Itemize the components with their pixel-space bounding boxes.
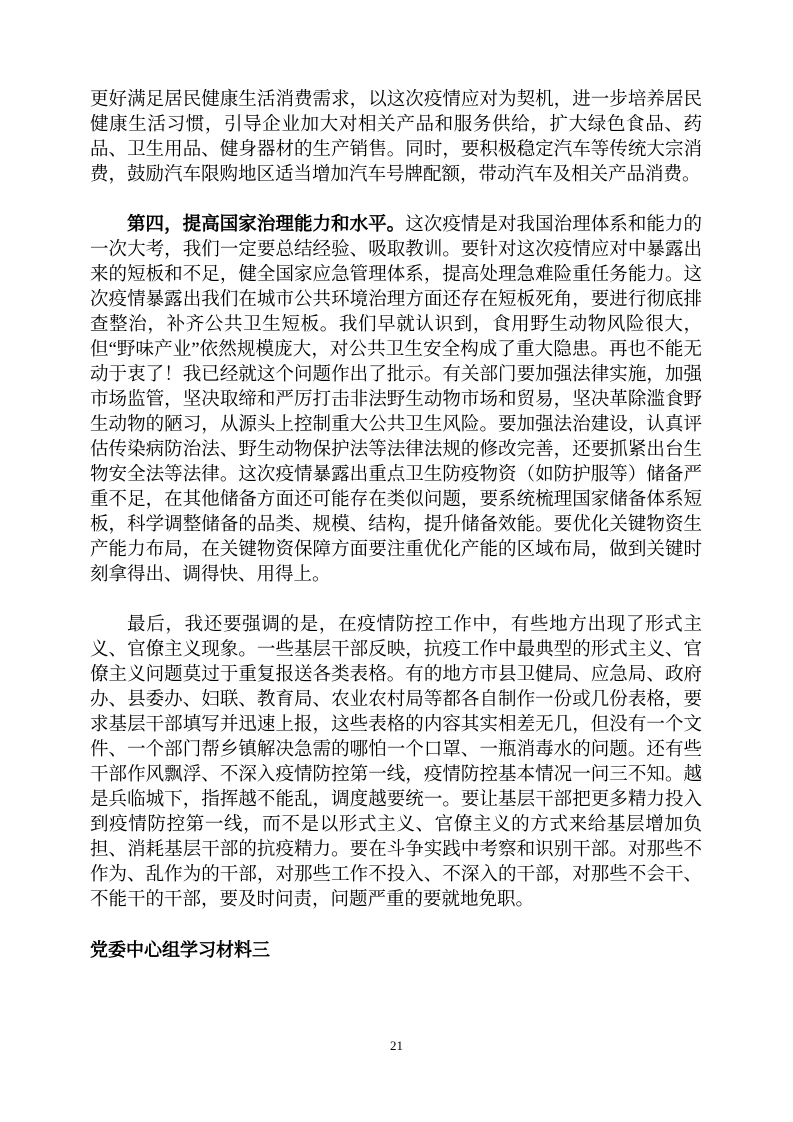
page-number: 21 [390,1038,403,1053]
paragraph-text: 更好满足居民健康生活消费需求，以这次疫情应对为契机，进一步培养居民健康生活习惯，引导企业加大对相关产品和服务供给，扩大绿色食品、药品、卫生用品、健身器材的生产销售。同时，要积极稳定汽车等传统大宗消费，鼓励汽车限购地区适当增加汽车号牌配额，带动汽车及相关产品消费。 [90,90,702,185]
section-heading: 党委中心组学习材料三 [90,940,270,960]
page-content [90,88,702,963]
paragraph-finally [90,613,702,913]
paragraph-point-four [90,213,702,588]
paragraph-text: 最后，我还要强调的是，在疫情防控工作中，有些地方出现了形式主义、官僚主义现象。一些基层干部反映，抗疫工作中最典型的形式主义、官僚主义问题莫过于重复报送各类表格。有的地方市县卫健局、应急局、政府办、县委办、妇联、教育局、农业农村局等都各自制作一份或几份表格，要求基层干部填写并迅速上报，这些表格的内容其实相差无几，但没有一个文件、一个部门帮乡镇解决急需的哪怕一个口罩、一瓶消毒水的问题。还有些干部作风飘浮、不深入疫情防控第一线，疫情防控基本情况一问三不知。越是兵临城下，指挥越不能乱，调度越要统一。要让基层干部把更多精力投入到疫情防控第一线，而不是以形式主义、官僚主义的方式来给基层增加负担、消耗基层干部的抗疫精力。要在斗争实践中考察和识别干部。对那些不作为、乱作为的干部，对那些工作不投入、不深入的干部，对那些不会干、不能干的干部，要及时问责，问题严重的要就地免职。 [90,615,702,910]
paragraph-lead-bold: 第四，提高国家治理能力和水平。 [127,215,406,235]
paragraph-continuation [90,88,702,188]
paragraph-text: 这次疫情是对我国治理体系和能力的一次大考，我们一定要总结经验、吸取教训。要针对这次疫情应对中暴露出来的短板和不足，健全国家应急管理体系，提高处理急难险重任务能力。这次疫情暴露出我们在城市公共环境治理方面还存在短板死角，要进行彻底排查整治，补齐公共卫生短板。我们早就认识到，食用野生动物风险很大，但“野味产业”依然规模庞大，对公共卫生安全构成了重大隐患。再也不能无动于衷了！我已经就这个问题作出了批示。有关部门要加强法律实施，加强市场监管，坚决取缔和严厉打击非法野生动物市场和贸易，坚决革除滥食野生动物的陋习，从源头上控制重大公共卫生风险。要加强法治建设，认真评估传染病防治法、野生动物保护法等法律法规的修改完善，还要抓紧出台生物安全法等法律。这次疫情暴露出重点卫生防疫物资（如防护服等）储备严重不足，在其他储备方面还可能存在类似问题，要系统梳理国家储备体系短板，科学调整储备的品类、规模、结构，提升储备效能。要优化关键物资生产能力布局，在关键物资保障方面要注重优化产能的区域布局，做到关键时刻拿得出、调得快、用得上。 [90,215,702,585]
